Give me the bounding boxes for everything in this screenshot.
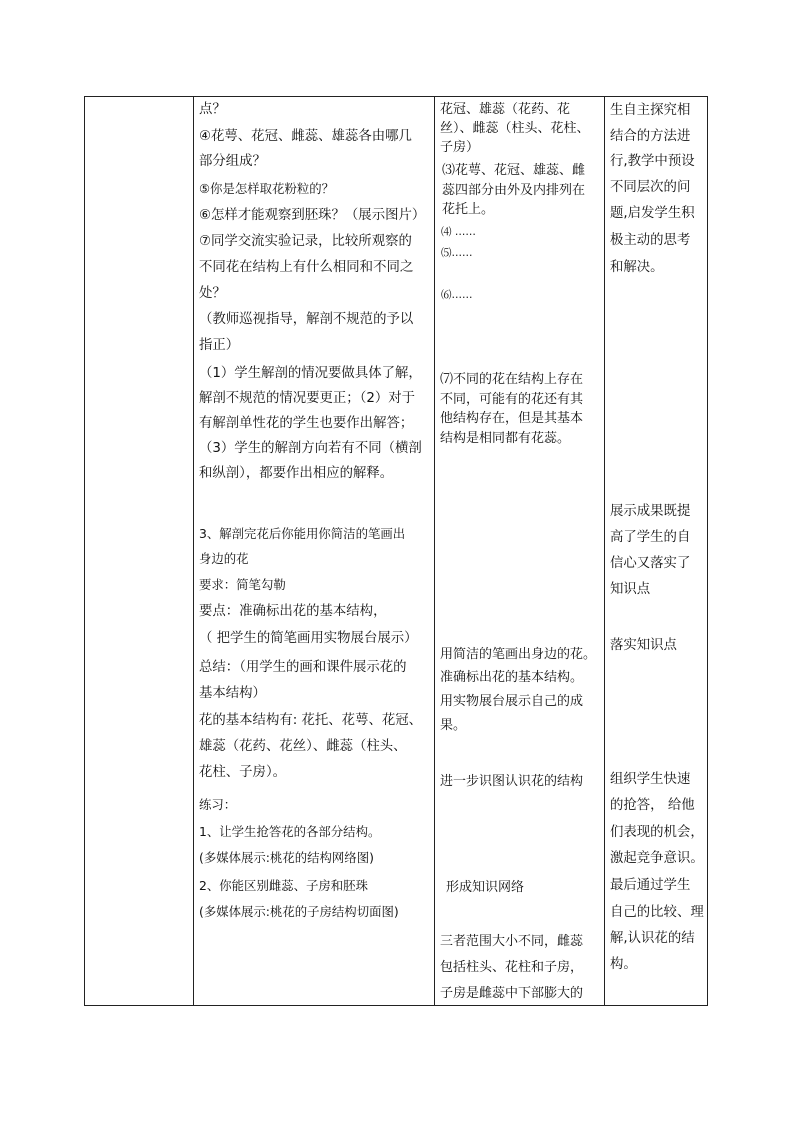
text-line: 的抢答， 给他: [610, 798, 695, 813]
text-line: 练习：: [199, 797, 237, 812]
text-line: 最后通过学生: [610, 878, 691, 893]
text-line: 要点：准确标出花的基本结构，: [199, 604, 387, 619]
text-line: （ 把学生的简笔画用实物展台展示）: [199, 631, 418, 646]
text-line: 用实物展台展示自己的成: [440, 694, 584, 709]
text-line: (多媒体展示:桃花的结构网络图): [199, 850, 374, 865]
text-line: 子房）: [440, 140, 480, 155]
text-line: 点？: [199, 102, 226, 117]
text-line: ⑥怎样才能观察到胚珠？（展示图片）: [199, 208, 426, 223]
text-line: 信心又落实了: [610, 556, 691, 571]
text-line: 花托上。: [442, 202, 495, 217]
text-line: (多媒体展示:桃花的子房结构切面图): [199, 904, 399, 919]
text-line: ⑺不同的花在结构上存在: [440, 372, 584, 387]
text-line: 形成知识网络: [446, 880, 525, 895]
text-line: ④花萼、花冠、雌蕊、雄蕊各由哪几: [199, 129, 412, 144]
text-line: 部分组成？: [199, 154, 266, 169]
text-line: 丝）、雌蕊（柱头、花柱、: [440, 121, 590, 136]
text-line: 身边的花: [199, 551, 249, 566]
text-line: 总结：（用学生的画和课件展示花的: [199, 660, 407, 675]
text-line: ⑹……: [441, 289, 473, 301]
table-cell-student-activity: [436, 97, 603, 1005]
text-line: 三者范围大小不同，雌蕊: [440, 934, 584, 949]
text-line: 结合的方法进: [610, 129, 691, 144]
text-line: 基本结构）: [199, 686, 266, 701]
text-line: 花冠、雄蕊（花药、花: [440, 102, 571, 117]
text-line: ⑷ ……: [441, 226, 476, 238]
text-line: 和解决。: [610, 260, 664, 275]
text-line: ⑦同学交流实验记录，比较所观察的: [199, 234, 412, 249]
text-line: 果。: [440, 718, 467, 733]
text-line: 有解剖单性花的学生也要作出解答；: [199, 416, 414, 431]
text-line: 结构是相同都有花蕊。: [440, 431, 571, 446]
text-line: ⑸……: [441, 247, 473, 259]
text-line: 进一步识图认识花的结构: [440, 774, 584, 789]
text-line: ⑤你是怎样取花粉粒的？: [199, 181, 335, 196]
text-line: 构。: [610, 957, 637, 972]
text-line: 包括柱头、花柱和子房，: [440, 960, 584, 975]
text-line: 解,认识花的结: [610, 931, 695, 946]
text-line: 激起竞争意识。: [610, 851, 704, 866]
text-line: 要求：简笔勾勒: [199, 577, 286, 592]
text-line: 蕊四部分由外及内排列在: [442, 183, 586, 198]
text-line: 花的基本结构有: 花托、花萼、花冠、: [199, 713, 423, 728]
column-divider-3: [604, 97, 605, 1005]
text-line: 题,启发学生积: [610, 206, 695, 221]
table-cell-section: [85, 97, 193, 1005]
text-line: 雄蕊（花药、花丝）、雌蕊（柱头、: [199, 739, 407, 754]
text-line: 不同层次的问: [610, 180, 691, 195]
text-line: 不同，可能有的花还有其: [440, 392, 584, 407]
text-line: 指正）: [199, 338, 240, 353]
text-line: 准确标出花的基本结构。: [440, 670, 584, 685]
text-line: 生自主探究相: [610, 103, 691, 118]
text-line: ⑶花萼、花冠、雄蕊、雌: [442, 163, 586, 178]
text-line: 子房是雌蕊中下部膨大的: [440, 986, 584, 1001]
text-line: 花柱、子房）。: [199, 765, 287, 780]
lesson-plan-table: [84, 96, 708, 1006]
text-line: 落实知识点: [610, 638, 677, 653]
text-line: 行,教学中预设: [610, 154, 695, 169]
text-line: 处？: [199, 286, 226, 301]
text-line: 不同花在结构上有什么相同和不同之: [199, 260, 414, 275]
text-line: 解剖不规范的情况要更正；（2）对于: [199, 391, 416, 406]
text-line: 组织学生快速: [610, 772, 691, 787]
text-line: 他结构存在，但是其基本: [440, 411, 584, 426]
table-cell-design-intent: [606, 97, 706, 1005]
text-line: 极主动的思考: [610, 233, 691, 248]
text-line: （1）学生解剖的情况要做具体了解，: [199, 366, 422, 381]
text-line: 用简洁的笔画出身边的花。: [440, 647, 597, 662]
text-line: 高了学生的自: [610, 530, 691, 545]
text-line: 们表现的机会，: [610, 825, 704, 840]
text-line: （教师巡视指导，解剖不规范的予以: [199, 312, 414, 327]
text-line: 知识点: [610, 582, 651, 597]
text-line: 和纵剖），都要作出相应的解释。: [199, 466, 394, 481]
text-line: 3、解剖完花后你能用你简洁的笔画出: [199, 526, 406, 541]
text-line: 自己的比较、理: [610, 905, 704, 920]
text-line: （3）学生的解剖方向若有不同（横剖: [199, 441, 422, 456]
text-line: 展示成果既提: [610, 504, 691, 519]
text-line: 1、让学生抢答花的各部分结构。: [199, 824, 381, 839]
text-line: 2、你能区别雌蕊、子房和胚珠: [199, 878, 368, 893]
